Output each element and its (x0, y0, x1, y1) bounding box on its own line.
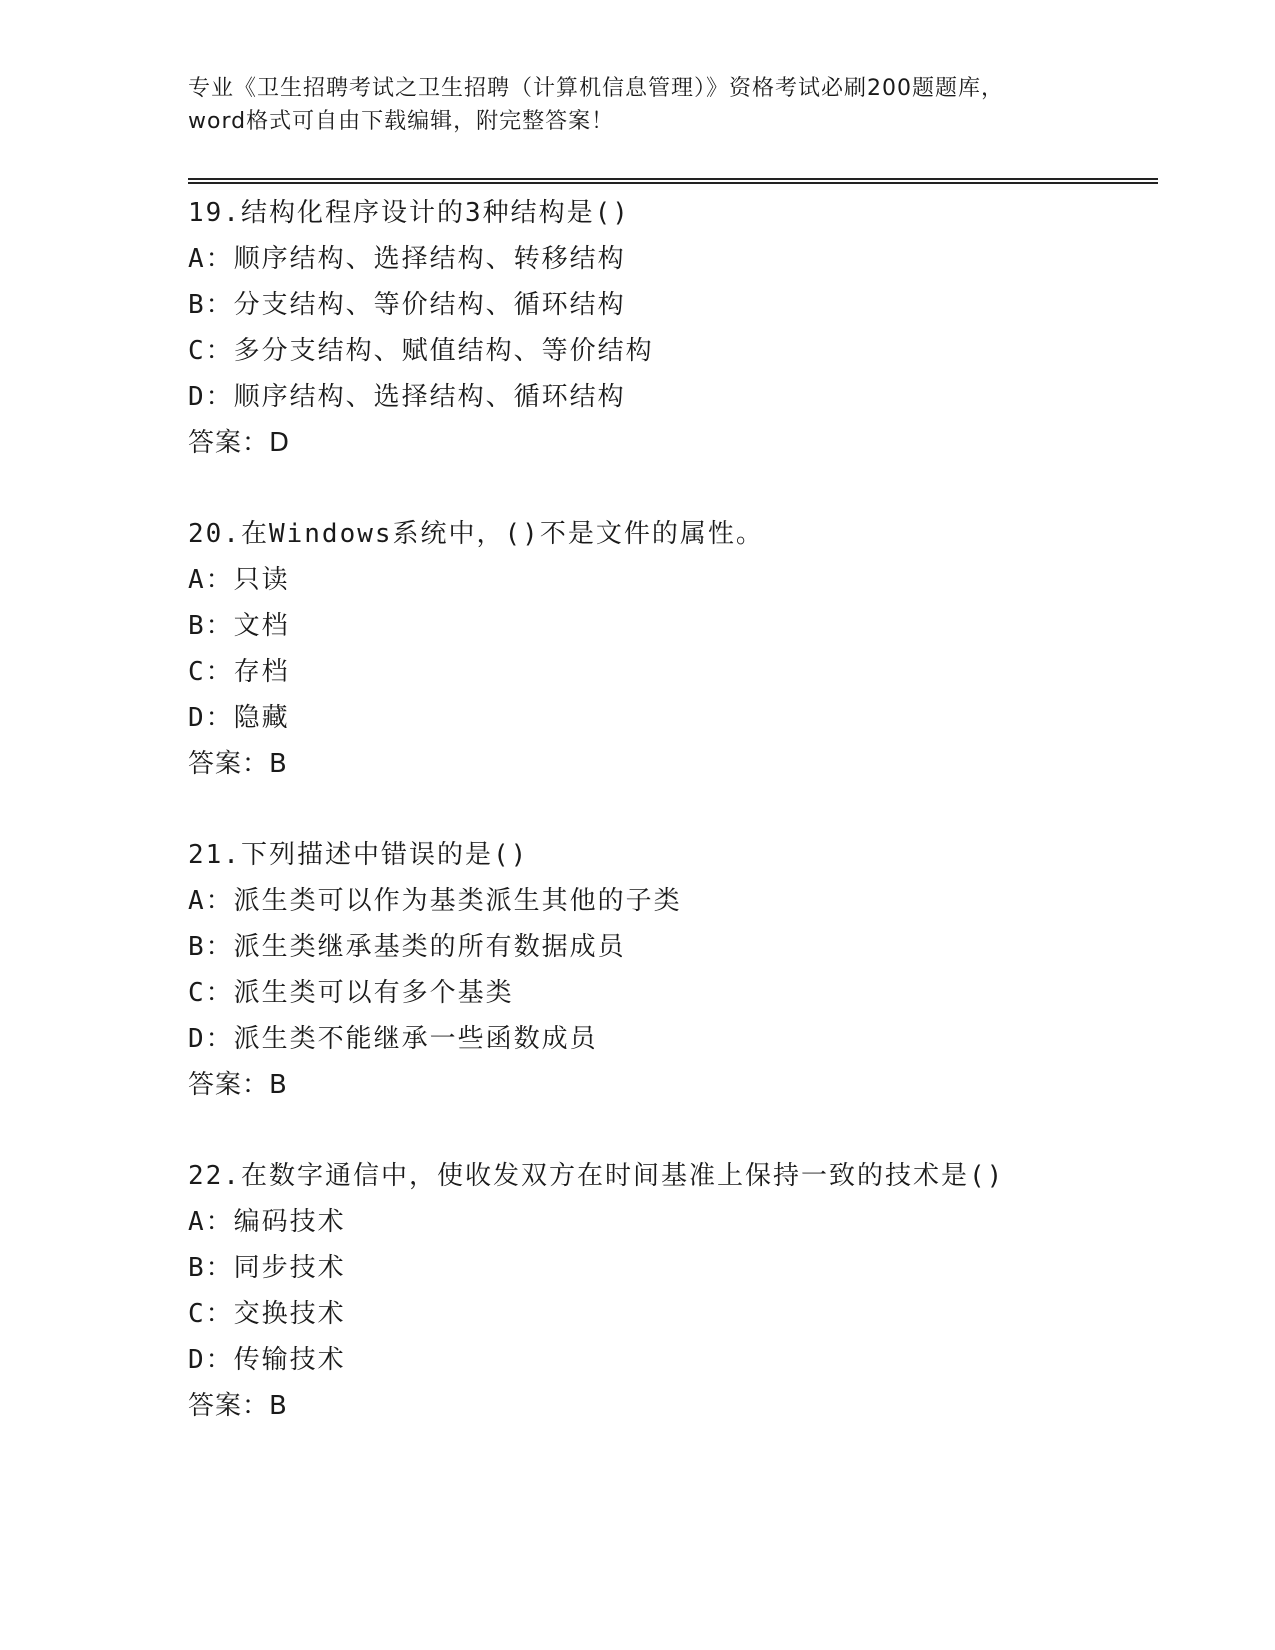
answer-line: 答案：B (188, 1070, 288, 1100)
question-21 (188, 832, 1148, 1108)
option-a: A：派生类可以作为基类派生其他的子类 (188, 886, 682, 916)
question-20 (188, 511, 1148, 787)
option-c: C：派生类可以有多个基类 (188, 978, 514, 1008)
option-d: D：派生类不能继承一些函数成员 (188, 1024, 598, 1054)
answer-line: 答案：D (188, 428, 291, 458)
option-c: C：交换技术 (188, 1299, 346, 1329)
question-list (188, 190, 1148, 1474)
option-a: A：编码技术 (188, 1207, 346, 1237)
question-stem: 21.下列描述中错误的是() (188, 840, 529, 870)
question-stem: 19.结构化程序设计的3种结构是() (188, 198, 630, 228)
option-b: B：同步技术 (188, 1253, 346, 1283)
question-22 (188, 1153, 1148, 1429)
answer-line: 答案：B (188, 1391, 288, 1421)
question-19 (188, 190, 1148, 466)
option-b: B：分支结构、等价结构、循环结构 (188, 290, 626, 320)
option-c: C：多分支结构、赋值结构、等价结构 (188, 336, 654, 366)
header-divider (188, 178, 1158, 184)
option-b: B：派生类继承基类的所有数据成员 (188, 932, 626, 962)
option-d: D：隐藏 (188, 703, 290, 733)
header-line-1: 专业《卫生招聘考试之卫生招聘（计算机信息管理）》资格考试必刷200题题库， (188, 76, 1004, 101)
option-c: C：存档 (188, 657, 290, 687)
option-d: D：顺序结构、选择结构、循环结构 (188, 382, 626, 412)
document-header (188, 72, 1128, 138)
option-b: B：文档 (188, 611, 290, 641)
option-a: A：顺序结构、选择结构、转移结构 (188, 244, 626, 274)
answer-line: 答案：B (188, 749, 288, 779)
question-stem: 20.在Windows系统中，()不是文件的属性。 (188, 519, 764, 549)
option-d: D：传输技术 (188, 1345, 346, 1375)
question-stem: 22.在数字通信中，使收发双方在时间基准上保持一致的技术是() (188, 1161, 1005, 1191)
header-line-2: word格式可自由下载编辑，附完整答案！ (188, 109, 615, 134)
option-a: A：只读 (188, 565, 290, 595)
